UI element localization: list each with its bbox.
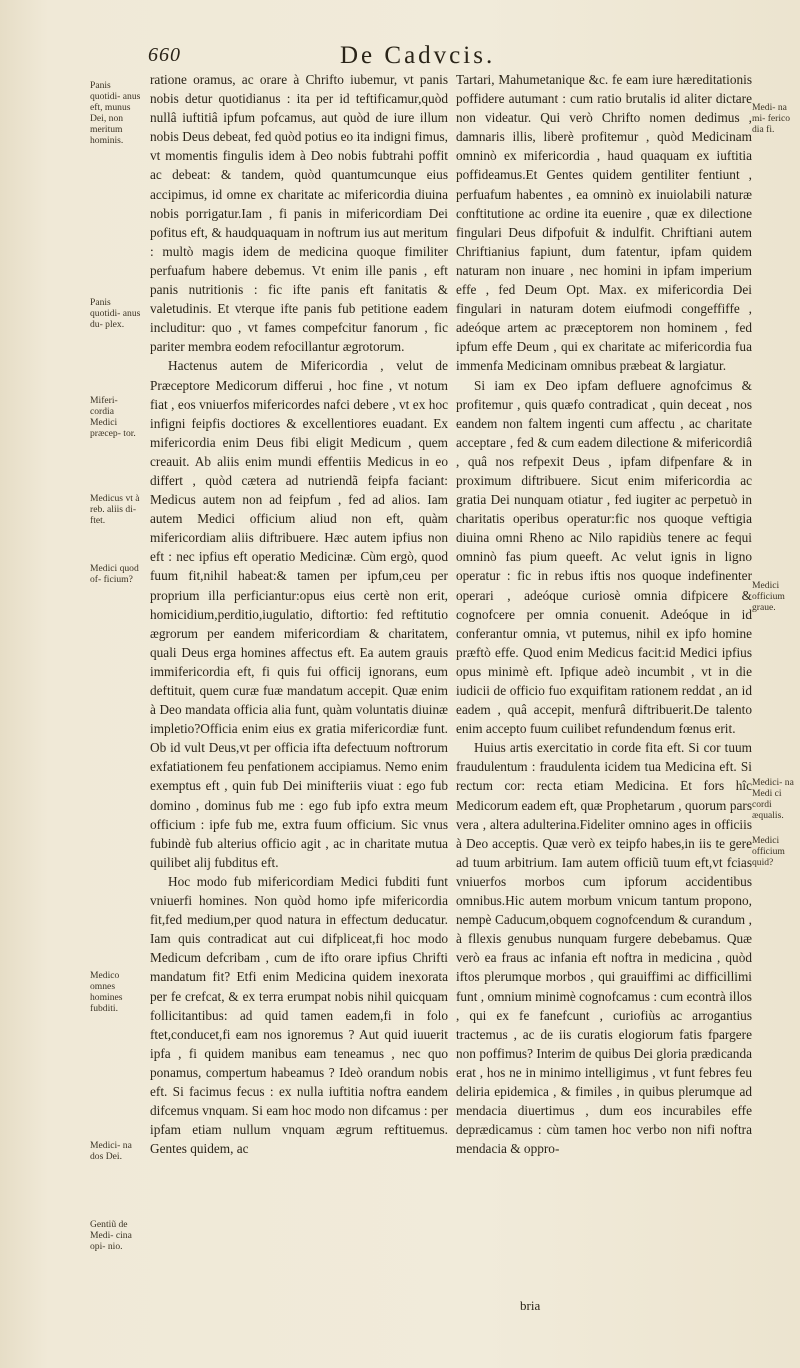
- margin-note: Medi- na mi- ferico dia fi.: [752, 102, 791, 135]
- paragraph: Hoc modo fub mifericordiam Medici fubditi funt vniuerfi homines. Non quòd homo ipfe mifericordia fit,fed medium,per quod natura in effectum deducatur. Iam quis contradicat aut cui difpliceat,fi hoc modo Medicum defcribam , cum de ifto orare ipfius Chrifti mandatum fit? Etfi enim Medicina quidem inexorata per fe crefcat, & ex terra erumpat nobis nihil quicquam follicitantibus: ad quid tamen eadem,fi in folo ftet,conducet,fi eam nos ignoremus ? Aut quid iuuerit ipfa , fi quidem manibus eam teneamus , nec quo ponamus, compertum habeamus ? Ideò orandum nobis eft. Si facimus fecus : ex nulla iuftitia noftra eandem difcemus vnquam. Si eam hoc modo non difcamus : per ipfam etiam nullum vnquam ægrum reftituemus. Gentes quidem, ac: [150, 873, 448, 1157]
- margin-note: Medici officium quid?: [752, 835, 785, 868]
- margin-note: Medicus vt à reb. aliis di- ftet.: [90, 493, 140, 526]
- margin-note: Medici officium graue.: [752, 580, 785, 613]
- margin-note: Miferi- cordia Medici præcep- tor.: [90, 395, 136, 439]
- paragraph: ratione oramus, ac orare à Chrifto iubemur, vt panis nobis detur quotidianus : ita per id teftificamur,quòd nullâ iuftitiâ ipfum pofcamus, aut quòd de iure illum nobis Deus debeat, fed quòd potius eo ita indigni fimus, vt momentis fingulis idem à Deo nobis fubtrahi poffit ac debeat: & tandem, quòd quantumcunque eius accipimus, id omne ex charitate ac mifericordia diuina nobis porrigatur.Iam , fi panis in mifericordiam Dei pofitus eft, & haudquaquam in noftrum ius aut meritum : multò magis idem de medicina quoque fimiliter perfuafum habere debemus. Vt enim ille panis , eft panis nutritionis : fic ifte panis eft fanitatis & valetudinis. Et vterque ifte panis fub petitione eadem includitur: quo , vt fames compefcitur fanorum , fic pariter membra eodem refocillantur ægrotorum.: [150, 72, 448, 355]
- right-text-column: [456, 70, 752, 1158]
- catchword: bria: [520, 1298, 541, 1313]
- margin-note: Panis quotidi- anus du- plex.: [90, 297, 141, 330]
- paragraph: Hactenus autem de Mifericordia , velut de Præceptore Medicorum differui , hoc fine , vt notum fiat , eos vniuerfos mifericordes nafci debere , vt ex hoc infigni feipfis doctiores & excellentiores euadant. Ex mifericordia enim Deus fibi eligit Medicum , quem creauit. Ab aliis enim mundi effentiis Medicus in eo differt , quòd cætera ad nutriendã feipfa faciant: Medicus autem non ad feipfum , fed ad alios. Iam autem Medici officium aliud non eft, quàm mifericordiam aliis diftribuere. Hæc autem ipfius non eft : nec ipfius eft operatio Medicinæ. Cùm ergò, quod fuum fit,nihil habeat:& tamen per ipfum,ceu per proprium illa perficiantur:opus eius certè non erit, homicidium,perditio,iugulatio, diftortio: fed reftitutio ægrorum per eandem mifericordiam & charitatem, quali Deus erga homines affectus eft. Ea autem grauis immifericordia eft, fi quis fui officij ignorans, eum deftituit, quem curæ fuæ mandatum accepit. Quæ enim à Deo mandata officia alia funt, quàm voluntatis diuinæ impletio?Officia enim eius ex gratia mifericordiæ funt. Ob id vult Deus,vt per officia ifta defectuum noftrorum exfatiationem feu penfationem accipiamus. Nemo enim exemptus eft , quin fub Dei minifteriis viuat : ego fub domino , dominus fub me : ego fub ipfo extra meum officium : ipfe fub me, extra fuum officium. Sic vnus fubindè fub alterius officio agit , ac in charitate mutua quilibet alij fubditus eft.: [150, 358, 448, 870]
- page-number: 660: [148, 44, 181, 66]
- margin-note: Medici- na dos Dei.: [90, 1140, 132, 1162]
- margin-note: Medici- na Medi ci cordi æqualis.: [752, 777, 794, 821]
- margin-note: Gentiũ de Medi- cina opi- nio.: [90, 1219, 132, 1252]
- paragraph: Huius artis exercitatio in corde fita eft. Si cor tuum fraudulentum : fraudulenta icidem tua Medicina eft. Si rectum cor: recta etiam Medicina. Et fors hîc Medicorum eadem eft, quæ Prophetarum , quorum pars vera , altera adulterina.Fideliter omnino ages in officiis à Deo acceptis. Quæ verò ex teipfo habes,in iis te gere ad tuum arbitrium. Iam autem officiũ tuum eft,vt fcias vniuerfos morbos cum ipforum accidentibus omnibus.Hic autem morbum vnicum tantum propono, nempè Caducum,obquem cognofcendum & curandum , à fllexis genubus nunquam furgere debebamus. Quæ verò ea fraus ac infania eft noftra in medicina , quòd iftos plerumque morbos , qui grauiffimi ac difficillimi funt , omnium minimè cognofcamus : cum econtrà illos , qui ex fe fanefcunt , curiofiùs ac arrogantius tractemus , ac de iis curatis elogiorum fatis fpargere non poffimus? Interim de quibus Dei gloria prædicanda erat , hos ne in minimo intelligimus , vt funt febres feu deliria epidemica , & fimiles , in quibus plerumque ad mendacia diuertimus , dum eos incurabiles effe deprædicamus : cùm tamen hoc verbo non nifi noftra mendacia & oppro-: [456, 740, 752, 1157]
- margin-note: Medici quod of- ficium?: [90, 563, 139, 585]
- margin-note: Panis quotidi- anus eft, munus Dei, non meritum hominis.: [90, 80, 141, 146]
- left-text-column: [150, 70, 448, 1158]
- paragraph: Tartari, Mahumetanique &c. fe eam iure hæreditationis poffidere autumant : cum ratio brutalis id aliter dictare non videatur. Qui verò Chrifto nomen dedimus , damnaris illis, liberè profitemur , quòd Medicinam omninò ex mifericordia , haud quaquam ex iuftitia poffideamus.Et Gentes quidem gentiliter fentiunt , perfuafum habentes , ea omninò ex inuiolabili naturæ conftitutione ac ordine ita euenire , quæ ex dilectione fingulari Deus difpofuit & indulfit. Chriftiani autem Chriftianius fapiunt, dum fatentur, ipfam quidem naturam non inuare , nec homini in ipfam imperium effe , fed Deum Opt. Max. ex mifericordia Dei fingulari in naturam dotem eiufmodi congeffiffe , adeóque artem ac præceptorem non hominem , fed ipfum effe Deum , qui ex charitate ac mifericordia fua immenfa Medicinam omnibus præbeat & largiatur.: [456, 72, 752, 374]
- running-head: De Cadvcis.: [340, 42, 496, 69]
- margin-note: Medico omnes homines fubditi.: [90, 970, 123, 1014]
- paragraph: Si iam ex Deo ipfam defluere agnofcimus & profitemur , quis quæfo contradicat , quin deceat , nos eandem non faltem ingenti cum affectu , ac charitate acceptare , fed & cum eadem dilectione & mifericordiâ , quâ nos refpexit Deus , ipfam difpenfare & in proximum diftribuere. Sicut enim mifericordia ac gratia Dei nunquam otiatur , fed iugiter ac perpetuò in charitatis operibus operatur:fic nos quoque veftigia diuina omni Rheno ac Nilo rapidiùs tenere ac fequi omninò fas pium queeft. Ac velut ignis in ligno operatur : fic in rebus iftis nos quoque indefinenter operari , adeóque curiosè omnia difpicere & cognofcere per omnia conuenit. Adeóque in id conferantur omnia, vt putemus, nihil ex ipfo homine præftò effe. Quod enim Medicus facit:id Medici ipfius opus minimè eft. Ipfique adeò incumbit , vt in die iudicii de officio fuo exquifitam rationem reddat , an id eadem , quâ accepit, menfurâ diftribuerit.De talento enim accepto fuum cuilibet refundendum fœnus erit.: [456, 377, 752, 737]
